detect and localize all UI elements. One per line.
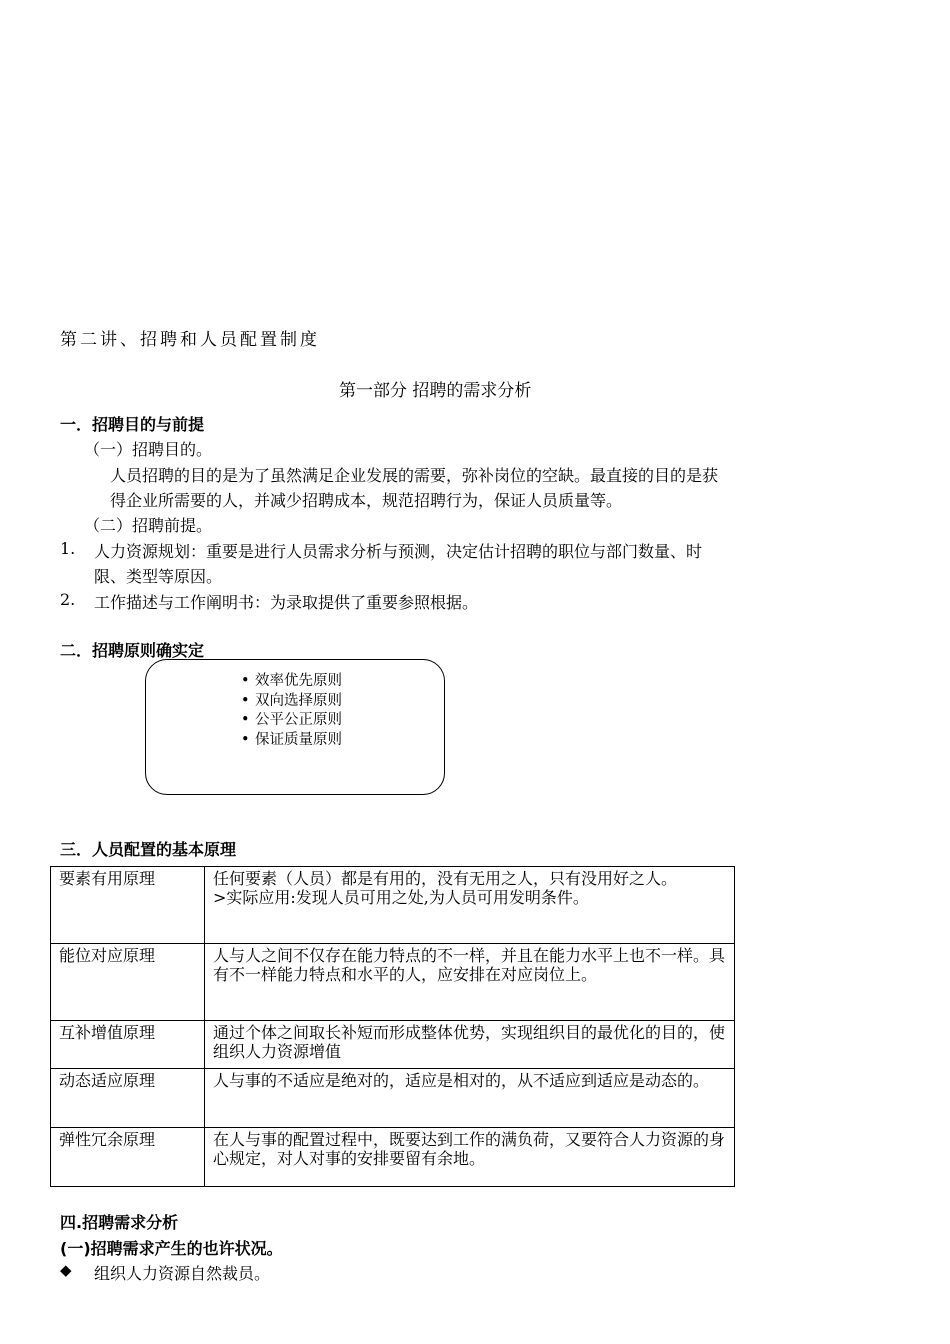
- table-row: [51, 944, 735, 1021]
- diamond-bullet-icon: ◆: [60, 1261, 72, 1279]
- principle-name: 弹性冗余原理: [51, 1128, 205, 1187]
- section1-heading: 一．招聘目的与前提: [60, 415, 205, 434]
- section1-sub1: （一）招聘目的。: [84, 440, 213, 459]
- principle-name: 能位对应原理: [51, 944, 205, 1021]
- section1-item1-line2: 限、类型等原因。: [94, 567, 223, 586]
- section1-item2-number: 2.: [60, 590, 76, 609]
- description-line: 任何要素（人员）都是有用的，没有无用之人，只有没用好之人。: [213, 869, 678, 888]
- section1-sub2: （二）招聘前提。: [84, 516, 213, 535]
- principle-item: [241, 672, 342, 692]
- section4-heading: 四.招聘需求分析: [60, 1213, 179, 1232]
- principle-description: [205, 867, 735, 944]
- principle-label: 效率优先原则: [255, 673, 342, 689]
- principle-item: [241, 692, 342, 712]
- description-line: >实际应用:发现人员可用之处,为人员可用发明条件。: [213, 888, 589, 907]
- principle-description: 通过个体之间取长补短而形成整体优势，实现组织目的最优化的目的，使组织人力资源增值: [205, 1021, 735, 1069]
- section1-item1-line1: 人力资源规划：重要是进行人员需求分析与预测，决定估计招聘的职位与部门数量、时: [94, 542, 703, 561]
- principle-name: 要素有用原理: [51, 867, 205, 944]
- principle-description: 人与人之间不仅存在能力特点的不一样，并且在能力水平上也不一样。具有不一样能力特点和水平的人，应安排在对应岗位上。: [205, 944, 735, 1021]
- principle-description: 人与事的不适应是绝对的，适应是相对的，从不适应到适应是动态的。: [205, 1069, 735, 1128]
- section4-item1: 组织人力资源自然裁员。: [94, 1264, 271, 1283]
- part-title: 第一部分 招聘的需求分析: [339, 381, 532, 401]
- section1-para-line1: 人员招聘的目的是为了虽然满足企业发展的需要，弥补岗位的空缺。最直接的目的是获: [110, 466, 719, 485]
- principle-description: 在人与事的配置过程中，既要达到工作的满负荷，又要符合人力资源的身心规定，对人对事的安排要留有余地。: [205, 1128, 735, 1187]
- table-row: [51, 867, 735, 944]
- principle-label: 保证质量原则: [255, 731, 342, 748]
- section2-heading: 二．招聘原则确实定: [60, 641, 205, 660]
- lecture-title: 第二讲、招聘和人员配置制度: [60, 330, 320, 350]
- principle-item: [241, 711, 342, 731]
- bullet-icon: •: [241, 692, 250, 709]
- bullet-icon: •: [241, 731, 250, 748]
- principle-label: 公平公正原则: [255, 712, 342, 728]
- principle-name: 互补增值原理: [51, 1021, 205, 1069]
- principle-item: [241, 731, 342, 751]
- principles-box: [145, 659, 445, 795]
- table-row: [51, 1128, 735, 1187]
- principle-label: 双向选择原则: [255, 692, 342, 709]
- principles-list: [241, 672, 342, 750]
- table-row: [51, 1069, 735, 1128]
- section4-sub1: (一)招聘需求产生的也许状况。: [60, 1239, 283, 1258]
- section1-para-line2: 得企业所需要的人，并减少招聘成本，规范招聘行为，保证人员质量等。: [110, 491, 623, 510]
- bullet-icon: •: [241, 673, 250, 689]
- principles-table: [50, 866, 735, 1187]
- section1-item1-number: 1.: [60, 539, 76, 558]
- section1-item2-line1: 工作描述与工作阐明书：为录取提供了重要参照根据。: [94, 593, 479, 612]
- principle-name: 动态适应原理: [51, 1069, 205, 1128]
- table-row: [51, 1021, 735, 1069]
- bullet-icon: •: [241, 712, 250, 728]
- section3-heading: 三．人员配置的基本原理: [60, 840, 237, 859]
